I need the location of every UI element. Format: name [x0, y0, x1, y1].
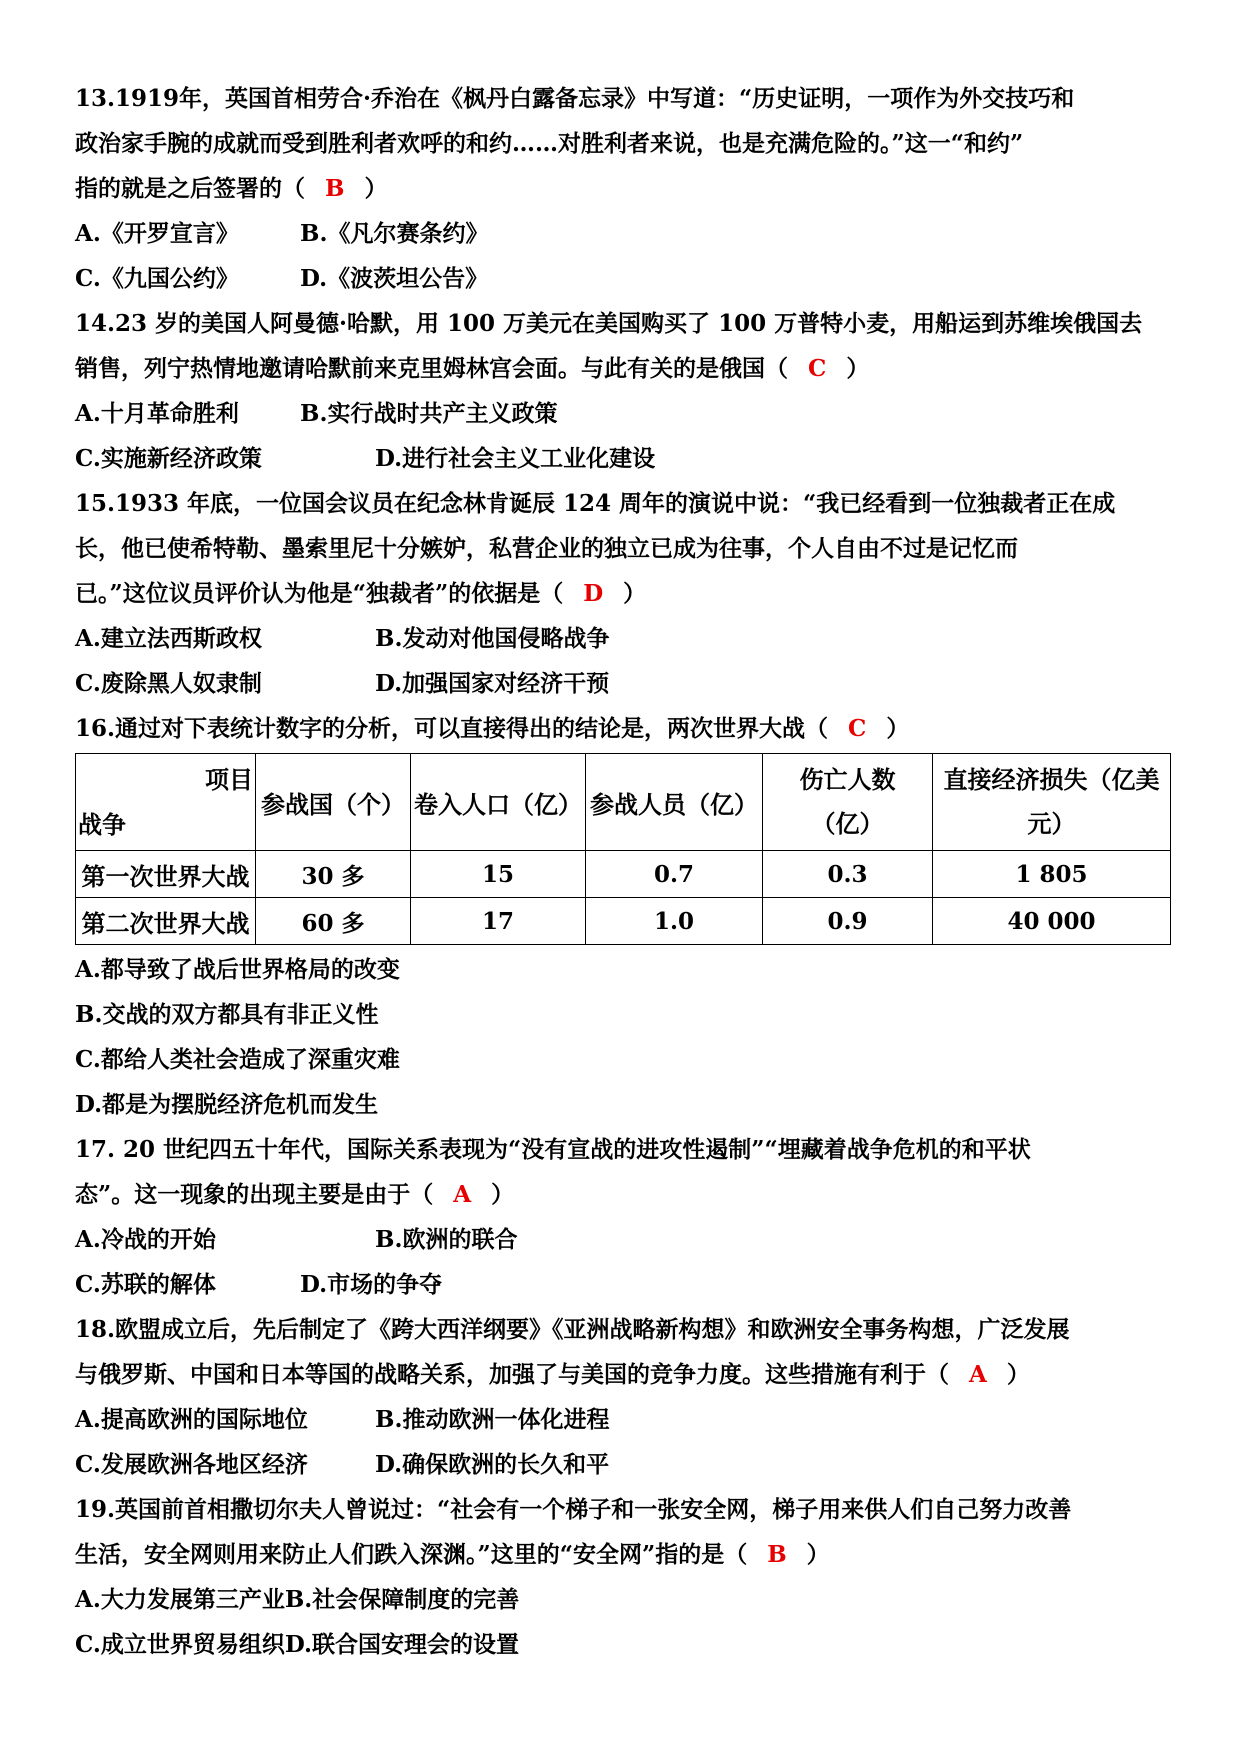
table-cell: 1 805	[933, 851, 1171, 898]
war-statistics-table	[75, 753, 1171, 945]
question-text: 19.英国前首相撒切尔夫人曾说过：“社会有一个梯子和一张安全网，梯子用来供人们自己努力改善	[75, 1496, 1072, 1523]
option-row	[75, 1577, 1170, 1622]
row-label: 第一次世界大战	[76, 851, 256, 898]
question-stem-end: 与俄罗斯、中国和日本等国的战略关系，加强了与美国的竞争力度。这些措施有利于（ A ）	[75, 1352, 1170, 1397]
answer-mark: A	[453, 1181, 472, 1208]
table-header-cell: 参战国（个）	[256, 754, 411, 851]
question-text: 政治家手腕的成就而受到胜利者欢呼的和约……对胜利者来说，也是充满危险的。”这一“和约”	[75, 130, 1024, 157]
option-d: D.联合国安理会的设置	[284, 1631, 520, 1658]
table-cell: 1.0	[586, 898, 763, 945]
table-corner-cell	[76, 754, 256, 851]
option-b: B.实行战时共产主义政策	[300, 400, 558, 427]
option-b: B.推动欧洲一体化进程	[375, 1406, 610, 1433]
option-row	[75, 256, 1170, 301]
question-stem-end: 态”。这一现象的出现主要是由于（ A ）	[75, 1172, 1170, 1217]
table-row	[76, 898, 1171, 945]
option-c: C.成立世界贸易组织	[75, 1631, 285, 1658]
question-text: 15.1933 年底，一位国会议员在纪念林肯诞辰 124 周年的演说中说：“我已经看到一位独裁者正在成	[75, 490, 1116, 517]
table-row	[76, 851, 1171, 898]
option-c: C.废除黑人奴隶制	[75, 670, 262, 697]
option-b: B.《凡尔赛条约》	[300, 220, 489, 247]
option-a: A.大力发展第三产业	[75, 1586, 285, 1613]
option-d: D.市场的争夺	[300, 1271, 443, 1298]
question-text: 14.23 岁的美国人阿曼德·哈默，用 100 万美元在美国购买了 100 万普特小麦，用船运到苏维埃俄国去	[75, 310, 1143, 337]
option-row	[75, 616, 1170, 661]
option-row	[75, 1397, 1170, 1442]
option-row	[75, 1262, 1170, 1307]
option-row	[75, 391, 1170, 436]
question-18	[75, 1307, 1170, 1487]
question-stem-end: 16.通过对下表统计数字的分析，可以直接得出的结论是，两次世界大战（ C ）	[75, 706, 1170, 751]
answer-mark: A	[969, 1361, 987, 1388]
option-a: A.都导致了战后世界格局的改变	[75, 956, 400, 983]
corner-label-war: 战争	[78, 811, 126, 839]
option-a: A.提高欧洲的国际地位	[75, 1406, 308, 1433]
table-cell: 0.3	[763, 851, 933, 898]
question-17	[75, 1127, 1170, 1307]
question-13	[75, 76, 1170, 301]
option-b: B.发动对他国侵略战争	[375, 625, 610, 652]
exam-page	[75, 76, 1170, 1667]
answer-mark: D	[583, 580, 604, 607]
question-19	[75, 1487, 1170, 1667]
table-header-cell: 伤亡人数 （亿）	[763, 754, 933, 851]
answer-mark: B	[767, 1541, 787, 1568]
option-row	[75, 1442, 1170, 1487]
question-text: 18.欧盟成立后，先后制定了《跨大西洋纲要》《亚洲战略新构想》和欧洲安全事务构想，广泛发展	[75, 1316, 1070, 1343]
option-c: C.苏联的解体	[75, 1271, 216, 1298]
option-row	[75, 1217, 1170, 1262]
table-header-cell: 卷入人口（亿）	[411, 754, 586, 851]
option-c: C.《九国公约》	[75, 265, 239, 292]
question-text: 17. 20 世纪四五十年代，国际关系表现为“没有宣战的进攻性遏制”“埋藏着战争危机的和平状	[75, 1136, 1031, 1163]
answer-mark: C	[808, 355, 827, 382]
option-a: A.冷战的开始	[75, 1226, 216, 1253]
option-row	[75, 436, 1170, 481]
option-b: B.交战的双方都具有非正义性	[75, 1001, 379, 1028]
question-stem-end: 销售，列宁热情地邀请哈默前来克里姆林宫会面。与此有关的是俄国（ C ）	[75, 346, 1170, 391]
row-label: 第二次世界大战	[76, 898, 256, 945]
table-header-row	[76, 754, 1171, 851]
option-c: C.实施新经济政策	[75, 445, 262, 472]
option-b: B.社会保障制度的完善	[284, 1586, 520, 1613]
question-stem-end: 已。”这位议员评价认为他是“独裁者”的依据是（ D ）	[75, 571, 1170, 616]
table-cell: 17	[411, 898, 586, 945]
table-cell: 0.9	[763, 898, 933, 945]
answer-mark: B	[325, 175, 345, 202]
option-d: D.都是为摆脱经济危机而发生	[75, 1091, 379, 1118]
option-a: A.建立法西斯政权	[75, 625, 262, 652]
option-row	[75, 1622, 1170, 1667]
table-cell: 30 多	[256, 851, 411, 898]
option-a: A.《开罗宣言》	[75, 220, 239, 247]
question-text: 13.1919年，英国首相劳合·乔治在《枫丹白露备忘录》中写道：“历史证明，一项作为外交技巧和	[75, 85, 1075, 112]
corner-label-item: 项目	[205, 766, 253, 794]
question-stem-end: 指的就是之后签署的（ B ）	[75, 166, 1170, 211]
question-14	[75, 301, 1170, 481]
question-text: 长，他已使希特勒、墨索里尼十分嫉妒，私营企业的独立已成为往事，个人自由不过是记忆而	[75, 535, 1018, 562]
option-row	[75, 661, 1170, 706]
table-cell: 15	[411, 851, 586, 898]
table-header-cell: 直接经济损失（亿美 元）	[933, 754, 1171, 851]
answer-mark: C	[848, 715, 867, 742]
option-a: A.十月革命胜利	[75, 400, 239, 427]
option-d: D.确保欧洲的长久和平	[375, 1451, 610, 1478]
table-header-cell: 参战人员（亿）	[586, 754, 763, 851]
question-16	[75, 706, 1170, 1127]
option-d: D.《波茨坦公告》	[300, 265, 489, 292]
option-d: D.进行社会主义工业化建设	[375, 445, 656, 472]
option-c: C.都给人类社会造成了深重灾难	[75, 1046, 400, 1073]
question-15	[75, 481, 1170, 706]
table-cell: 60 多	[256, 898, 411, 945]
question-stem-end: 生活，安全网则用来防止人们跌入深渊。”这里的“安全网”指的是（ B ）	[75, 1532, 1170, 1577]
table-cell: 0.7	[586, 851, 763, 898]
table-cell: 40 000	[933, 898, 1171, 945]
option-row	[75, 211, 1170, 256]
option-b: B.欧洲的联合	[375, 1226, 518, 1253]
option-c: C.发展欧洲各地区经济	[75, 1451, 308, 1478]
option-d: D.加强国家对经济干预	[375, 670, 610, 697]
